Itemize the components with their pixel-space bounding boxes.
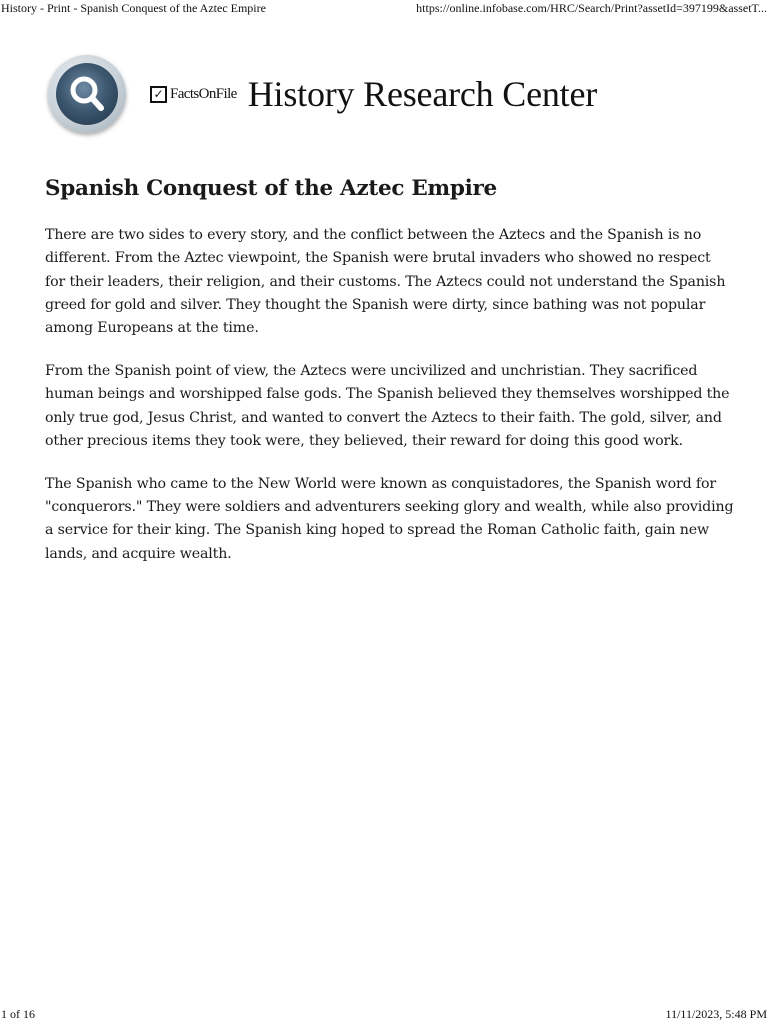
article-paragraph: There are two sides to every story, and the conflict between the Aztecs and the Spanish is no different. From the Aztec viewpoint, the Spanish were brutal invaders who showed no respect for their leaders, their religion, and their customs. The Aztecs could not understand the Spanish greed for gold and silver. They thought the Spanish were dirty, since bathing was not popular among Europeans at the time. [45,227,726,337]
print-header [0,1,768,16]
print-page-title: History - Print - Spanish Conquest of the Aztec Empire [1,1,266,15]
checkbox-icon: ✓ [150,86,167,103]
brand-name: FactsOnFile [170,85,237,102]
article-paragraph: From the Spanish point of view, the Aztecs were uncivilized and unchristian. They sacrificed human beings and worshipped false gods. The Spanish believed they themselves worshipped the only true god, Jesus Christ, and wanted to convert the Aztecs to their faith. The gold, silver, and other precious items they took were, they believed, their reward for doing this good work. [45,362,730,449]
site-logo[interactable] [48,55,126,133]
site-title: History Research Center [247,74,598,114]
magnifier-icon [56,63,118,125]
print-timestamp: 11/11/2023, 5:48 PM [665,1007,767,1021]
print-url: https://online.infobase.com/HRC/Search/Print?assetId=397199&assetT... [416,1,767,15]
article [45,176,735,585]
print-footer [0,1007,768,1022]
brand [150,73,597,115]
article-paragraph: The Spanish who came to the New World were known as conquistadores, the Spanish word for "conquerors." They were soldiers and adventurers seeking glory and wealth, while also providing a service for their king. The Spanish king hoped to spread the Roman Catholic faith, gain new lands, and acquire wealth. [45,475,734,562]
page-number: 1 of 16 [1,1007,35,1021]
site-banner [48,54,597,134]
article-title: Spanish Conquest of the Aztec Empire [45,176,497,201]
